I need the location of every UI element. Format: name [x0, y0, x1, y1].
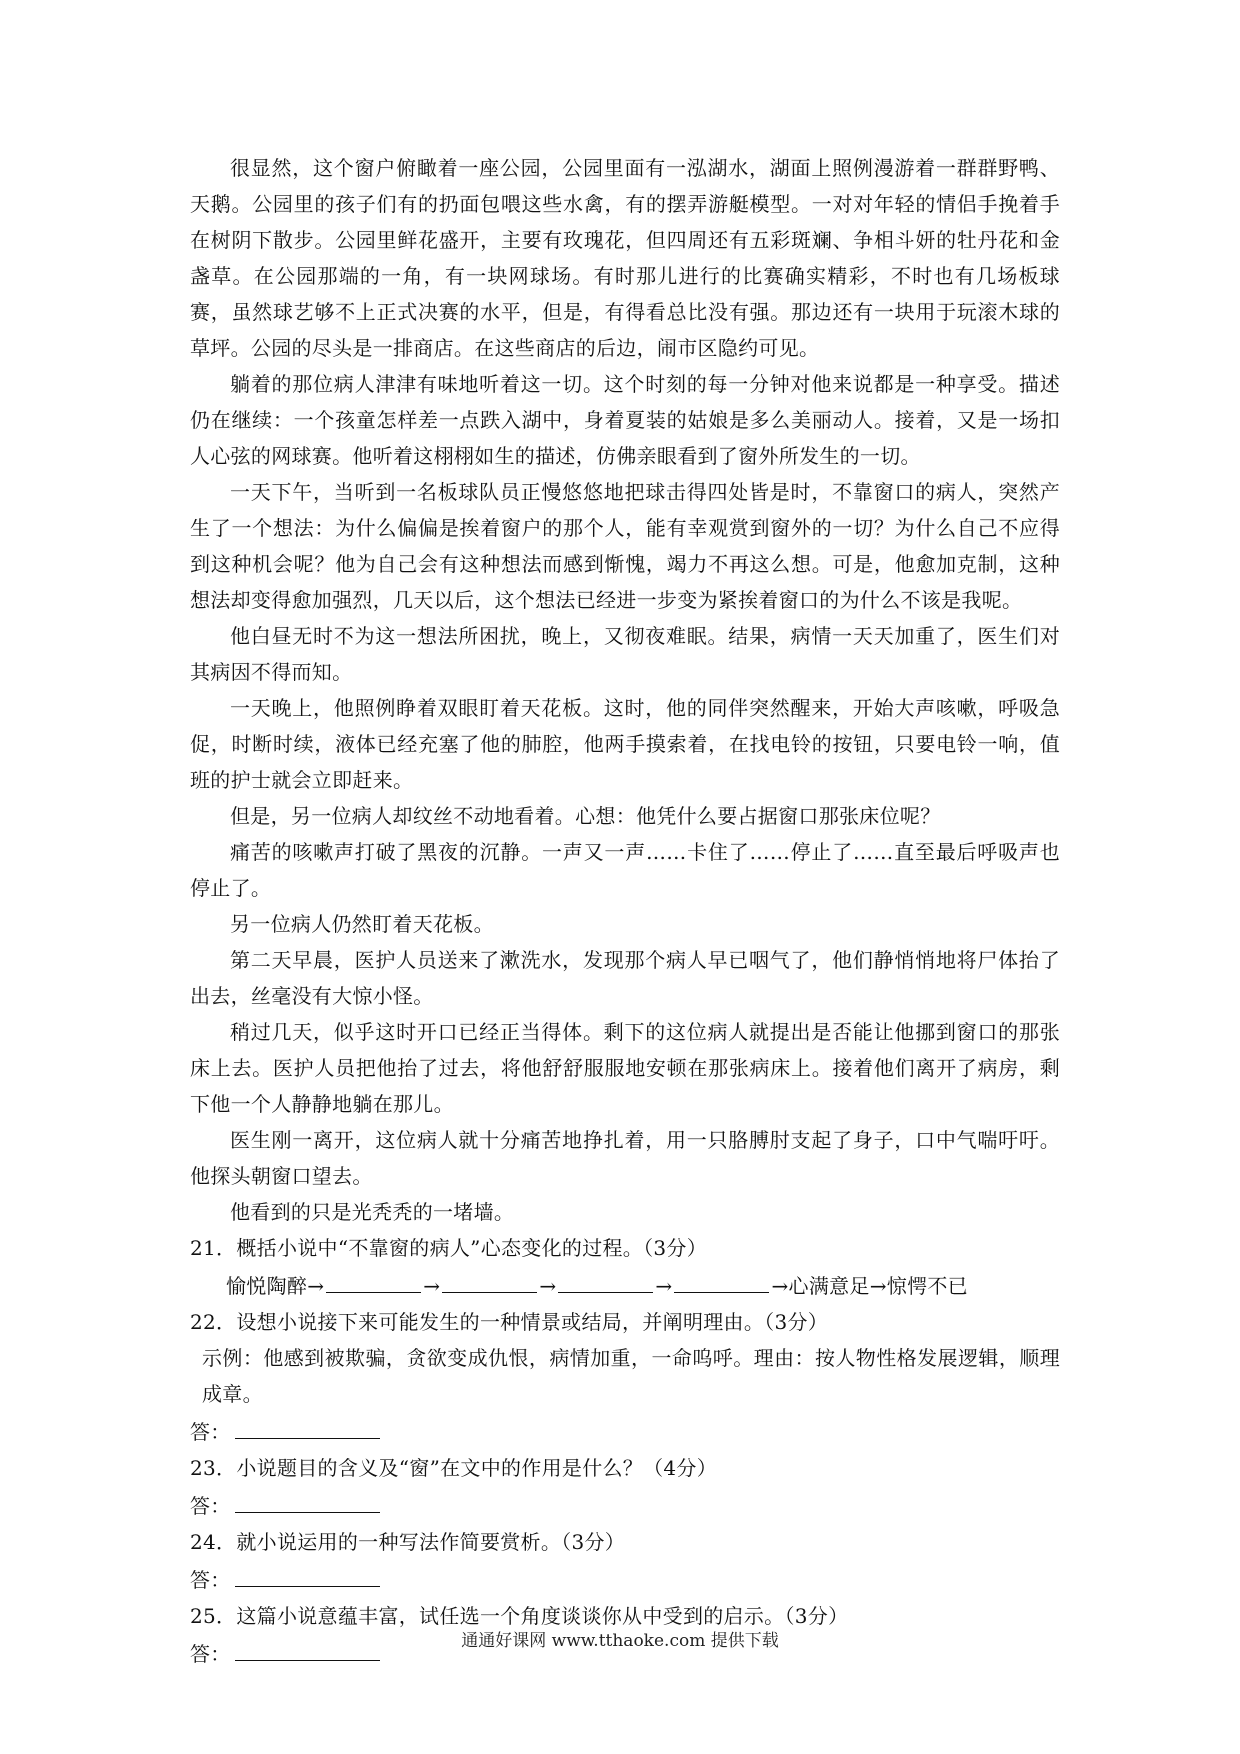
answer-line-24 [190, 1560, 1060, 1598]
paragraph: 他白昼无时不为这一想法所困扰，晚上，又彻夜难眠。结果，病情一天天加重了，医生们对其病因不得而知。 [190, 624, 1060, 684]
answer-blank-1[interactable] [326, 1266, 421, 1293]
paragraph: 一天下午，当听到一名板球队员正慢悠悠地把球击得四处皆是时，不靠窗口的病人，突然产生了一个想法：为什么偏偏是挨着窗户的那个人，能有幸观赏到窗外的一切？为什么自己不应得到这种机会呢？他为自己会有这种想法而感到惭愧，竭力不再这么想。可是，他愈加克制，这种想法却变得愈加强烈，几天以后，这个想法已经进一步变为紧挨着窗口的为什么不该是我呢。 [190, 480, 1060, 612]
answer-blank-2[interactable] [442, 1266, 537, 1293]
answer-line-22 [190, 1412, 1060, 1450]
chain-arrow: → [655, 1274, 673, 1298]
answer-blank[interactable] [235, 1486, 380, 1513]
paragraph: 但是，另一位病人却纹丝不动地看着。心想：他凭什么要占据窗口那张床位呢？ [230, 804, 941, 828]
paragraph: 另一位病人仍然盯着天花板。 [230, 912, 494, 936]
document-body [190, 150, 1060, 1672]
chain-arrow: → [539, 1274, 557, 1298]
answer-label: 答： [190, 1642, 231, 1666]
answer-blank[interactable] [235, 1560, 380, 1587]
answer-blank-3[interactable] [558, 1266, 653, 1293]
paragraph: 躺着的那位病人津津有味地听着这一切。这个时刻的每一分钟对他来说都是一种享受。描述仍在继续：一个孩童怎样差一点跌入湖中，身着夏装的姑娘是多么美丽动人。接着，又是一场扣人心弦的网球赛。他听着这栩栩如生的描述，仿佛亲眼看到了窗外所发生的一切。 [190, 372, 1060, 468]
question-21: 21．概括小说中“不靠窗的病人”心态变化的过程。（3分） [190, 1236, 708, 1260]
chain-arrow: → [771, 1274, 789, 1298]
answer-label: 答： [190, 1568, 231, 1592]
answer-blank[interactable] [235, 1412, 380, 1439]
example-answer: 示例：他感到被欺骗，贪欲变成仇恨，病情加重，一命呜呼。理由：按人物性格发展逻辑，顺理成章。 [202, 1346, 1060, 1406]
chain-start: 愉悦陶醉 [226, 1274, 308, 1298]
answer-blank-4[interactable] [674, 1266, 769, 1293]
question-23: 23．小说题目的含义及“窗”在文中的作用是什么？（4分） [190, 1456, 718, 1480]
answer-line-23 [190, 1486, 1060, 1524]
question-24: 24．就小说运用的一种写法作简要赏析。（3分） [190, 1530, 626, 1554]
paragraph: 一天晚上，他照例睁着双眼盯着天花板。这时，他的同伴突然醒来，开始大声咳嗽，呼吸急促，时断时续，液体已经充塞了他的肺腔，他两手摸索着，在找电铃的按钮，只要电铃一响，值班的护士就会立即赶来。 [190, 696, 1060, 792]
page-footer: 通通好课网 www.tthaoke.com 提供下载 [461, 1631, 779, 1651]
paragraph: 第二天早晨，医护人员送来了漱洗水，发现那个病人早已咽气了，他们静悄悄地将尸体抬了出去，丝毫没有大惊小怪。 [190, 948, 1060, 1008]
paragraph: 他看到的只是光秃秃的一堵墙。 [230, 1200, 515, 1224]
answer-label: 答： [190, 1420, 231, 1444]
answer-label: 答： [190, 1494, 231, 1518]
paragraph: 痛苦的咳嗽声打破了黑夜的沉静。一声又一声……卡住了……停止了……直至最后呼吸声也停止了。 [190, 840, 1060, 900]
chain-arrow: → [307, 1274, 325, 1298]
question-25: 25．这篇小说意蕴丰富，试任选一个角度谈谈你从中受到的启示。（3分） [190, 1604, 849, 1628]
chain-arrow: → [423, 1274, 441, 1298]
question-22: 22．设想小说接下来可能发生的一种情景或结局，并阐明理由。（3分） [190, 1310, 829, 1334]
mindset-chain [190, 1266, 1060, 1304]
paragraph: 很显然，这个窗户俯瞰着一座公园，公园里面有一泓湖水，湖面上照例漫游着一群群野鸭、天鹅。公园里的孩子们有的扔面包喂这些水禽，有的摆弄游艇模型。一对对年轻的情侣手挽着手在树阴下散步。公园里鲜花盛开，主要有玫瑰花，但四周还有五彩斑斓、争相斗妍的牡丹花和金盏草。在公园那端的一角，有一块网球场。有时那儿进行的比赛确实精彩，不时也有几场板球赛，虽然球艺够不上正式决赛的水平，但是，有得看总比没有强。那边还有一块用于玩滚木球的草坪。公园的尽头是一排商店。在这些商店的后边，闹市区隐约可见。 [190, 156, 1060, 360]
paragraph: 稍过几天，似乎这时开口已经正当得体。剩下的这位病人就提出是否能让他挪到窗口的那张床上去。医护人员把他抬了过去，将他舒舒服服地安顿在那张病床上。接着他们离开了病房，剩下他一个人静静地躺在那儿。 [190, 1020, 1060, 1116]
paragraph: 医生刚一离开，这位病人就十分痛苦地挣扎着，用一只胳膊肘支起了身子，口中气喘吁吁。他探头朝窗口望去。 [190, 1128, 1060, 1188]
chain-end: 心满意足→惊愕不已 [788, 1274, 968, 1298]
